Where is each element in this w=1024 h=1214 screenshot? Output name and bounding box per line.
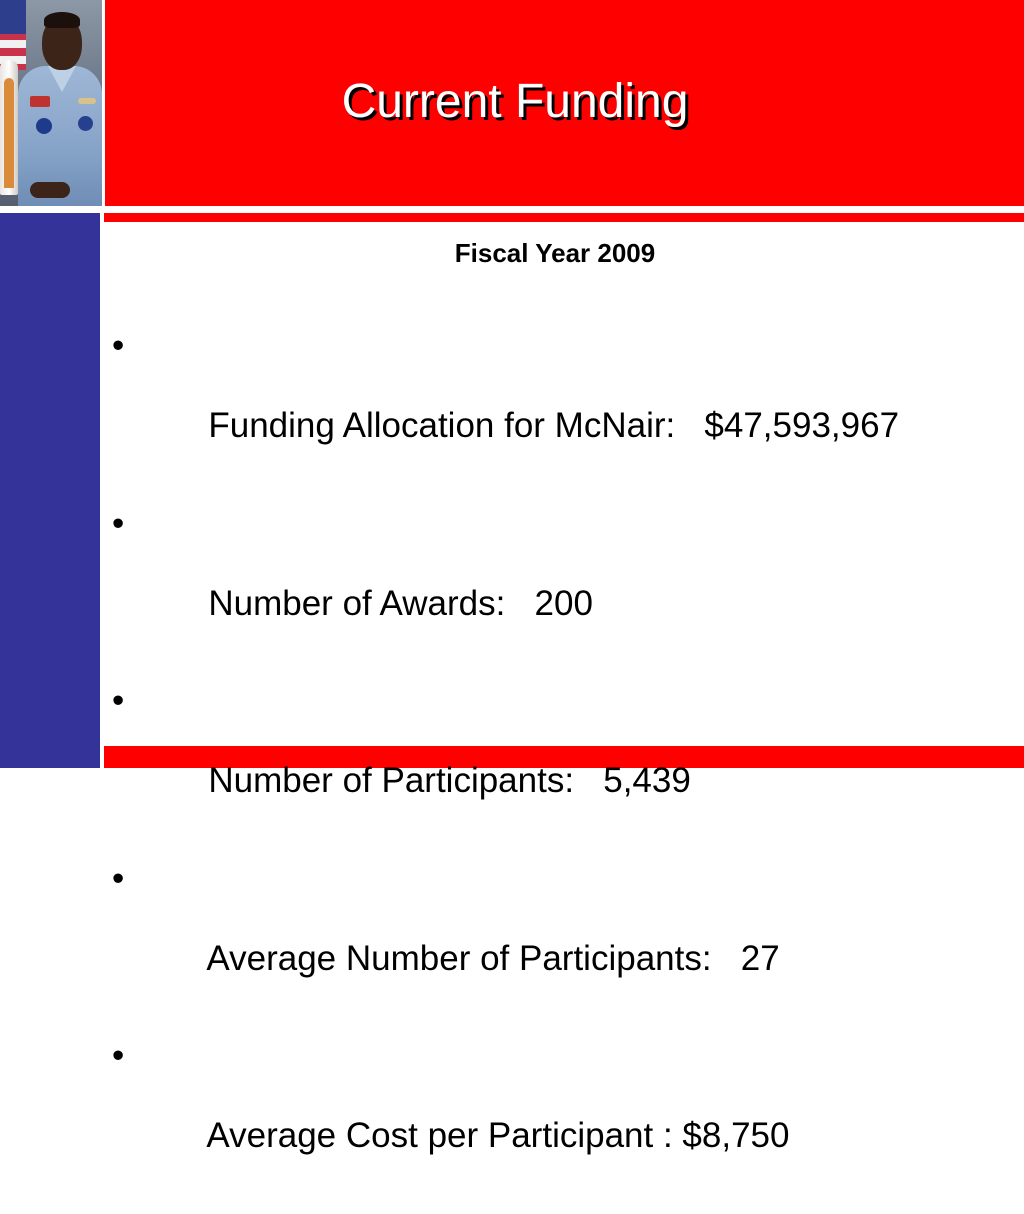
bullet-item	[112, 326, 1012, 486]
bullet-text: Number of Awards: 200	[208, 583, 593, 623]
bullet-text: Average Cost per Participant : $8,750	[206, 1116, 790, 1155]
portrait-hands	[30, 182, 70, 198]
bullet-icon: •	[112, 1036, 125, 1075]
mission-patch-icon	[36, 118, 52, 134]
bullet-icon: •	[112, 858, 125, 898]
title-band	[105, 0, 1024, 206]
title-divider-stripe	[104, 213, 1024, 222]
portrait-hair	[44, 12, 80, 28]
bullet-icon: •	[112, 326, 125, 365]
bullet-item	[112, 859, 1012, 1019]
astronaut-portrait-image	[0, 0, 102, 206]
bullet-icon: •	[112, 681, 125, 720]
bullet-text: Funding Allocation for McNair: $47,593,967	[208, 406, 900, 445]
bullet-icon: •	[112, 503, 125, 543]
bullet-text: Number of Participants: 5,439	[208, 761, 691, 800]
bullet-list	[112, 326, 1012, 1214]
bullet-item	[112, 681, 1012, 841]
left-accent-bar	[0, 213, 100, 768]
nasa-meatball-icon	[78, 116, 93, 131]
slide-subtitle: Fiscal Year 2009	[454, 238, 656, 268]
flag-canton	[0, 0, 26, 34]
bullet-item	[112, 1036, 1012, 1196]
astronaut-wings-icon	[78, 98, 96, 104]
nasa-patch-icon	[30, 96, 50, 107]
shuttle-tank	[4, 78, 14, 188]
bullet-item	[112, 504, 1012, 664]
slide-title: Current Funding	[341, 75, 689, 128]
bullet-text: Average Number of Participants: 27	[206, 938, 780, 978]
